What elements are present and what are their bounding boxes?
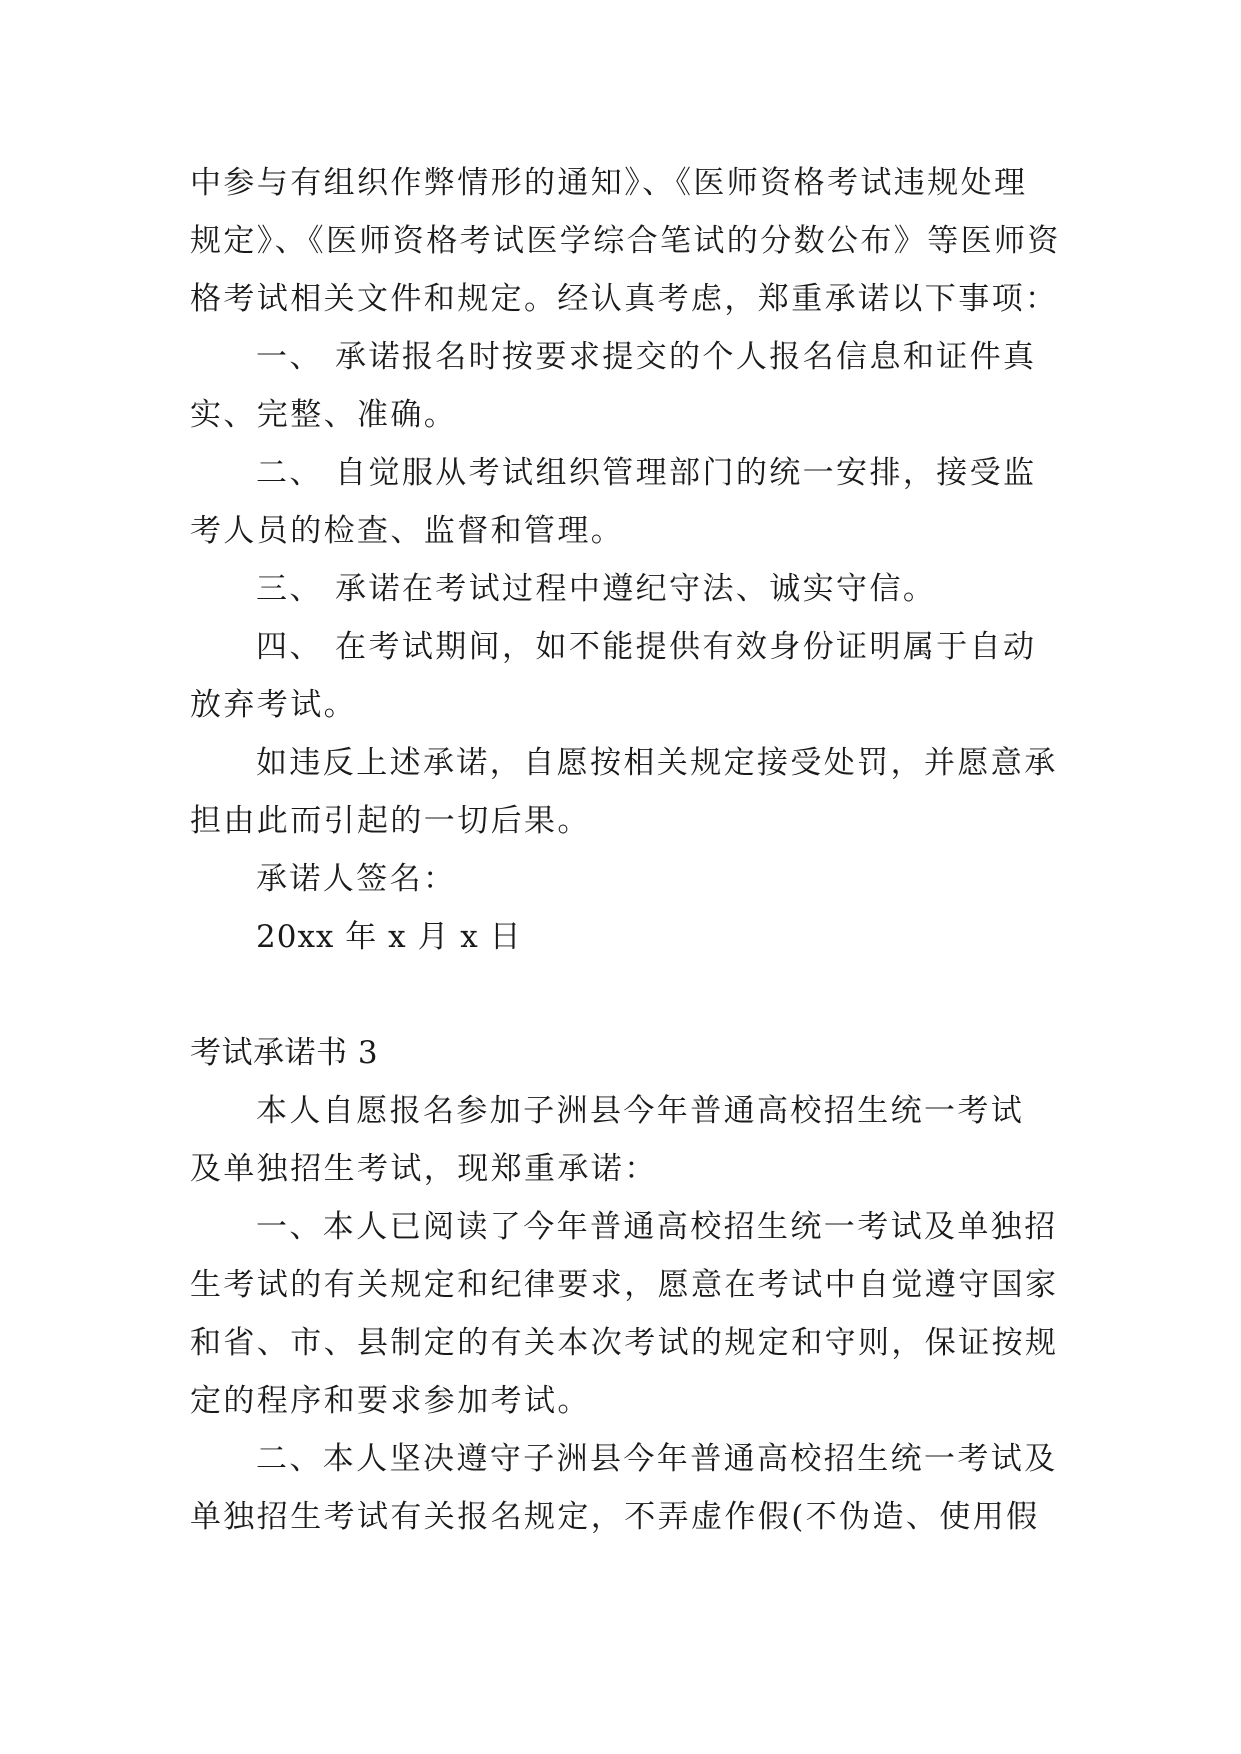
paragraph-line: 中参与有组织作弊情形的通知》、《医师资格考试违规处理 bbox=[190, 165, 1028, 201]
commitment-item-1: 一、 承诺报名时按要求提交的个人报名信息和证件真 bbox=[256, 339, 1037, 375]
section3-item-1-cont: 和省、市、县制定的有关本次考试的规定和守则，保证按规 bbox=[190, 1325, 1059, 1361]
closing-paragraph: 如违反上述承诺，自愿按相关规定接受处罚，并愿意承 bbox=[256, 745, 1058, 781]
section3-item-1-cont: 生考试的有关规定和纪律要求，愿意在考试中自觉遵守国家 bbox=[190, 1267, 1059, 1303]
intro-paragraph-cont: 及单独招生考试，现郑重承诺： bbox=[190, 1151, 658, 1187]
section-title: 考试承诺书 3 bbox=[190, 1035, 379, 1071]
paragraph-line: 规定》、《医师资格考试医学综合笔试的分数公布》等医师资 bbox=[190, 223, 1061, 259]
commitment-item-4: 四、 在考试期间，如不能提供有效身份证明属于自动 bbox=[256, 629, 1037, 665]
commitment-item-4-cont: 放弃考试。 bbox=[190, 687, 357, 723]
date-line: 20xx 年 x 月 x 日 bbox=[256, 919, 522, 955]
commitment-item-3: 三、 承诺在考试过程中遵纪守法、诚实守信。 bbox=[256, 571, 937, 607]
commitment-item-2: 二、 自觉服从考试组织管理部门的统一安排，接受监 bbox=[256, 455, 1037, 491]
signature-label: 承诺人签名： bbox=[256, 861, 457, 897]
section3-item-2-cont: 单独招生考试有关报名规定，不弄虚作假(不伪造、使用假 bbox=[190, 1499, 1040, 1535]
section3-item-1-cont: 定的程序和要求参加考试。 bbox=[190, 1383, 591, 1419]
intro-paragraph: 本人自愿报名参加子洲县今年普通高校招生统一考试 bbox=[256, 1093, 1025, 1129]
paragraph-line: 格考试相关文件和规定。经认真考虑，郑重承诺以下事项： bbox=[190, 281, 1059, 317]
commitment-item-2-cont: 考人员的检查、监督和管理。 bbox=[190, 513, 625, 549]
section3-item-1: 一、本人已阅读了今年普通高校招生统一考试及单独招 bbox=[256, 1209, 1058, 1245]
closing-paragraph-cont: 担由此而引起的一切后果。 bbox=[190, 803, 591, 839]
section3-item-2: 二、本人坚决遵守子洲县今年普通高校招生统一考试及 bbox=[256, 1441, 1058, 1477]
commitment-item-1-cont: 实、完整、准确。 bbox=[190, 397, 458, 433]
